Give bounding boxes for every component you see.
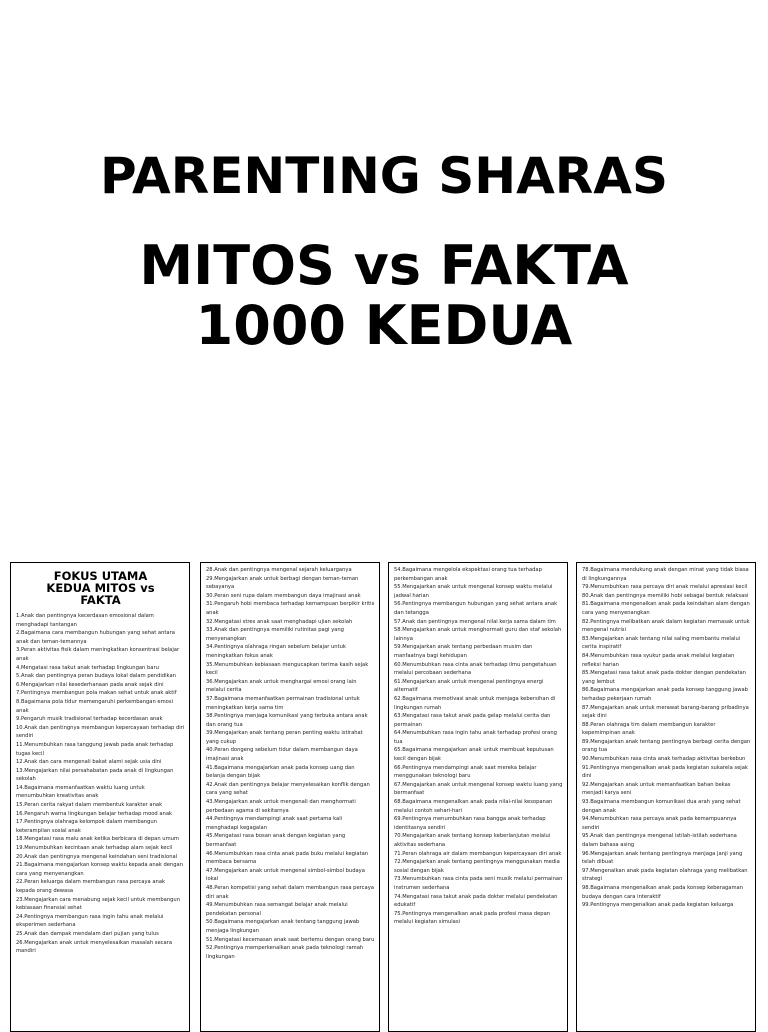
topic-item: 99.Pentingnya mengenalkan anak pada kegiatan keluarga bbox=[582, 902, 734, 909]
topic-item: 86.Bagaimana mengajarkan anak pada konsep tanggung jawab terhadap pekerjaan rumah bbox=[582, 687, 748, 702]
topic-item: 61.Mengajarkan anak untuk mengenal pentingnya energi alternatif bbox=[394, 678, 544, 694]
topic-item: 96.Mengajarkan anak tentang pentingnya menjaga janji yang telah dibuat bbox=[582, 850, 743, 866]
topic-item: 20.Anak dan pentingnya mengenal keindahan seni tradisional bbox=[16, 853, 178, 860]
topic-item: 85.Mengatasi rasa takut anak pada dokter dengan pendekatan yang lembut bbox=[582, 670, 746, 685]
topic-item: 54.Bagaimana mengelola ekspektasi orang tua terhadap perkembangan anak bbox=[394, 567, 542, 582]
topic-item: 39.Mengajarkan anak tentang peran penting waktu istirahat yang cukup bbox=[206, 730, 363, 745]
topic-item: 1.Anak dan pentingnya kecerdasan emosional dalam menghadapi tantangan bbox=[16, 613, 154, 628]
topic-item: 92.Mengajarkan anak untuk memanfaatkan bahan bekas menjadi karya seni bbox=[582, 781, 731, 797]
topic-item: 88.Peran olahraga tim dalam membangun karakter kepemimpinan anak bbox=[582, 721, 716, 737]
column-heading-text: FOKUS UTAMA KEDUA MITOS vs FAKTA bbox=[46, 569, 155, 607]
column-heading bbox=[16, 570, 185, 606]
topic-item: 50.Bagaimana mengajarkan anak tentang tanggung jawab menjaga lingkungan bbox=[206, 919, 360, 934]
topic-item: 31.Pengaruh hobi membaca terhadap kemampuan berpikir kritis anak bbox=[206, 601, 375, 616]
topic-item: 10.Anak dan pentingnya membangun kepercayaan terhadap diri sendiri bbox=[16, 724, 185, 740]
topic-item: 80.Anak dan pentingnya memiliki hobi sebagai bentuk relaksasi bbox=[582, 592, 749, 599]
topic-item: 38.Pentingnya menjaga komunikasi yang terbuka antara anak dan orang tua bbox=[206, 713, 368, 728]
topic-item: 66.Pentingnya mendampingi anak saat mereka belajar menggunakan teknologi baru bbox=[394, 764, 537, 780]
topic-item: 6.Mengajarkan nilai kesederhanaan pada anak sejak dini bbox=[16, 681, 164, 688]
topic-item: 73.Menumbuhkan rasa cinta pada seni musik melalui permainan instrumen sederhana bbox=[394, 876, 563, 891]
topic-item: 72.Mengajarkan anak tentang pentingnya menggunakan media sosial dengan bijak bbox=[394, 859, 560, 874]
topic-item: 35.Menumbuhkan kebiasaan mengucapkan terima kasih sejak kecil bbox=[206, 661, 369, 677]
topic-item: 56.Pentingnya membangun hubungan yang sehat antara anak dan tetangga bbox=[394, 601, 558, 616]
topic-item: 45.Mengatasi rasa bosan anak dengan kegiatan yang bermanfaat bbox=[206, 833, 346, 848]
topic-item: 70.Mengajarkan anak tentang konsep keberlanjutan melalui aktivitas sederhana bbox=[394, 833, 551, 848]
topic-item: 98.Bagaimana mengenalkan anak pada konsep keberagaman budaya dengan cara interaktif bbox=[582, 884, 744, 900]
cover-title: PARENTING SHARAS bbox=[99, 147, 669, 205]
topic-item: 48.Peran kompetisi yang sehat dalam membangun rasa percaya diri anak bbox=[206, 884, 374, 900]
topic-item: 36.Mengajarkan anak untuk menghargai emosi orang lain melalui cerita bbox=[206, 678, 357, 694]
topic-item: 67.Mengajarkan anak untuk mengenal konsep waktu luang yang bermanfaat bbox=[394, 781, 563, 797]
topic-item: 63.Mengatasi rasa takut anak pada gelap melalui cerita dan permainan bbox=[394, 713, 551, 728]
topic-item: 4.Mengatasi rasa takut anak terhadap lingkungan baru bbox=[16, 664, 159, 671]
topic-item: 95.Anak dan pentingnya mengenal istilah-istilah sederhana dalam bahasa asing bbox=[582, 833, 737, 848]
topic-item: 75.Pentingnya mengenalkan anak pada profesi masa depan melalui kegiatan simulasi bbox=[394, 910, 551, 926]
topic-item: 3.Peran aktivitas fisik dalam meningkatkan konsentrasi belajar anak bbox=[16, 647, 180, 662]
topic-item: 84.Menumbuhkan rasa syukur pada anak melalui kegiatan refleksi harian bbox=[582, 652, 735, 668]
topic-item: 41.Bagaimana mengajarkan anak pada konsep uang dan belanja dengan bijak bbox=[206, 764, 355, 780]
topic-item: 89.Mengajarkan anak tentang pentingnya berbagi cerita dengan orang tua bbox=[582, 738, 751, 754]
topic-list bbox=[582, 566, 751, 910]
topic-item: 14.Bagaimana memanfaatkan waktu luang untuk menumbuhkan kreativitas anak bbox=[16, 784, 145, 800]
topic-item: 52.Pentingnya memperkenalkan anak pada teknologi ramah lingkungan bbox=[206, 945, 364, 960]
topic-item: 42.Anak dan pentingnya belajar menyelesaikan konflik dengan cara yang sehat bbox=[206, 781, 370, 797]
topic-item: 8.Bagaimana pola tidur memengaruhi perkembangan emosi anak bbox=[16, 698, 173, 714]
topic-item: 69.Pentingnya menumbuhkan rasa bangga anak terhadap identitasnya sendiri bbox=[394, 816, 546, 831]
topic-item: 94.Menumbuhkan rasa percaya anak pada kemampuannya sendiri bbox=[582, 816, 737, 831]
topic-column-1 bbox=[10, 562, 190, 1032]
topic-item: 33.Anak dan pentingnya memiliki rutinitas pagi yang menyenangkan bbox=[206, 627, 344, 642]
topic-item: 68.Bagaimana mengenalkan anak pada nilai-nilai kesopanan melalui contoh sehari-hari bbox=[394, 799, 553, 814]
topic-item: 81.Bagaimana mengenalkan anak pada keindahan alam dengan cara yang menyenangkan bbox=[582, 601, 750, 616]
topic-item: 2.Bagaimana cara membangun hubungan yang sehat antara anak dan teman-temannya bbox=[16, 630, 175, 645]
topic-list bbox=[16, 612, 185, 956]
topic-column-3 bbox=[388, 562, 568, 1032]
topic-item: 19.Menumbuhkan kecintaan anak terhadap alam sejak kecil bbox=[16, 845, 173, 852]
topic-item: 83.Mengajarkan anak tentang nilai saling membantu melalui cerita inspiratif bbox=[582, 635, 741, 651]
cover-subtitle: MITOS vs FAKTA bbox=[139, 234, 629, 297]
topic-item: 26.Mengajarkan anak untuk menyelesaikan masalah secara mandiri bbox=[16, 939, 172, 955]
topic-item: 11.Menumbuhkan rasa tanggung jawab pada anak terhadap tugas kecil bbox=[16, 741, 174, 757]
topic-item: 74.Mengatasi rasa takut anak pada dokter melalui pendekatan edukatif bbox=[394, 893, 558, 909]
topic-item: 43.Mengajarkan anak untuk mengenali dan menghormati perbedaan agama di sekitarnya bbox=[206, 799, 356, 814]
topic-item: 79.Menumbuhkan rasa percaya diri anak melalui apresiasi kecil bbox=[582, 584, 748, 591]
topic-item: 60.Menumbuhkan rasa cinta anak terhadap ilmu pengetahuan melalui percobaan sederhana bbox=[394, 661, 557, 677]
topic-item: 40.Peran dongeng sebelum tidur dalam membangun daya imajinasi anak bbox=[206, 747, 358, 763]
topic-item: 47.Mengajarkan anak untuk mengenal simbol-simbol budaya lokal bbox=[206, 867, 365, 883]
topic-item: 32.Mengatasi stres anak saat menghadapi ujian sekolah bbox=[206, 618, 353, 625]
topic-item: 34.Pentingnya olahraga ringan sebelum belajar untuk meningkatkan fokus anak bbox=[206, 644, 346, 659]
topic-column-2 bbox=[200, 562, 380, 1032]
topic-item: 18.Mengatasi rasa malu anak ketika berbicara di depan umum bbox=[16, 836, 179, 843]
topic-item: 9.Pengaruh musik tradisional terhadap kecerdasan anak bbox=[16, 716, 163, 723]
topic-item: 93.Bagaimana membangun komunikasi dua arah yang sehat dengan anak bbox=[582, 799, 741, 814]
topic-item: 87.Mengajarkan anak untuk merawat barang-barang pribadinya sejak dini bbox=[582, 704, 749, 720]
topic-item: 23.Mengajarkan cara menabung sejak kecil untuk membangun kebiasaan finansial sehat bbox=[16, 896, 181, 912]
topic-list bbox=[394, 566, 563, 927]
topic-item: 78.Bagaimana mendukung anak dengan minat yang tidak biasa di lingkungannya bbox=[582, 567, 749, 582]
topic-item: 90.Menumbuhkan rasa cinta anak terhadap aktivitas berkebun bbox=[582, 756, 746, 763]
topic-item: 97.Mengenalkan anak pada kegiatan olahraga yang melibatkan strategi bbox=[582, 867, 748, 883]
topic-item: 71.Peran olahraga air dalam membangun kepercayaan diri anak bbox=[394, 850, 562, 857]
cover-edition: 1000 KEDUA bbox=[195, 294, 573, 357]
topic-item: 28.Anak dan pentingnya mengenal sejarah keluarganya bbox=[206, 567, 352, 573]
topic-item: 22.Peran keluarga dalam membangun rasa percaya anak kepada orang dewasa bbox=[16, 879, 166, 894]
topic-item: 12.Anak dan cara mengenali bakat alami sejak usia dini bbox=[16, 759, 162, 766]
topic-item: 21.Bagaimana mengajarkan konsep waktu kepada anak dengan cara yang menyenangkan bbox=[16, 862, 183, 877]
topic-item: 24.Pentingnya membangun rasa ingin tahu anak melalui eksperimen sederhana bbox=[16, 913, 164, 929]
topic-item: 7.Pentingnya membangun pola makan sehat untuk anak aktif bbox=[16, 690, 177, 697]
topic-item: 51.Mengatasi kecemasan anak saat bertemu dengan orang baru bbox=[206, 936, 375, 943]
topic-item: 59.Mengajarkan anak tentang perbedaan musim dan manfaatnya bagi kehidupan bbox=[394, 644, 533, 659]
topic-item: 82.Pentingnya melibatkan anak dalam kegiatan memasak untuk mengenal nutrisi bbox=[582, 618, 750, 634]
topic-list bbox=[206, 566, 375, 961]
topic-item: 15.Peran cerita rakyat dalam membentuk karakter anak bbox=[16, 802, 163, 809]
topic-item: 30.Peran seni rupa dalam membangun daya imajinasi anak bbox=[206, 592, 361, 599]
topic-item: 91.Pentingnya mengenalkan anak pada kegiatan sukarela sejak dini bbox=[582, 764, 748, 780]
topic-item: 29.Mengajarkan anak untuk berbagi dengan teman-teman sebayanya bbox=[206, 575, 359, 591]
topic-item: 25.Anak dan dampak mendalam dari pujian yang tulus bbox=[16, 930, 159, 937]
topic-item: 58.Mengajarkan anak untuk menghormati guru dan staf sekolah lainnya bbox=[394, 627, 562, 642]
topic-item: 46.Menumbuhkan rasa cinta anak pada buku melalui kegiatan membaca bersama bbox=[206, 850, 369, 866]
topic-item: 55.Mengajarkan anak untuk mengenal konsep waktu melalui jadwal harian bbox=[394, 584, 553, 599]
topic-item: 37.Bagaimana memanfaatkan permainan tradisional untuk meningkatkan kerja sama tim bbox=[206, 695, 360, 711]
topic-item: 62.Bagaimana memotivasi anak untuk menjaga kebersihan di lingkungan rumah bbox=[394, 695, 556, 711]
topic-item: 5.Anak dan pentingnya peran budaya lokal dalam pendidikan bbox=[16, 673, 176, 680]
topic-item: 64.Menumbuhkan rasa ingin tahu anak terhadap profesi orang tua bbox=[394, 730, 557, 745]
topic-item: 17.Pentingnya olahraga kelompok dalam membangun keterampilan sosial anak bbox=[16, 819, 157, 834]
topic-item: 57.Anak dan pentingnya mengenal nilai kerja sama dalam tim bbox=[394, 618, 556, 625]
topic-item: 13.Mengajarkan nilai persahabatan pada anak di lingkungan sekolah bbox=[16, 767, 174, 783]
topic-item: 65.Bagaimana mengajarkan anak untuk membuat keputusan kecil dengan bijak bbox=[394, 747, 554, 763]
topic-item: 49.Menumbuhkan rasa semangat belajar anak melalui pendekatan personal bbox=[206, 902, 348, 917]
topic-item: 16.Pengaruh warna lingkungan belajar terhadap mood anak bbox=[16, 810, 173, 817]
topic-item: 44.Pentingnya mendampingi anak saat pertama kali menghadapi kegagalan bbox=[206, 816, 343, 831]
topic-column-4 bbox=[576, 562, 756, 1032]
